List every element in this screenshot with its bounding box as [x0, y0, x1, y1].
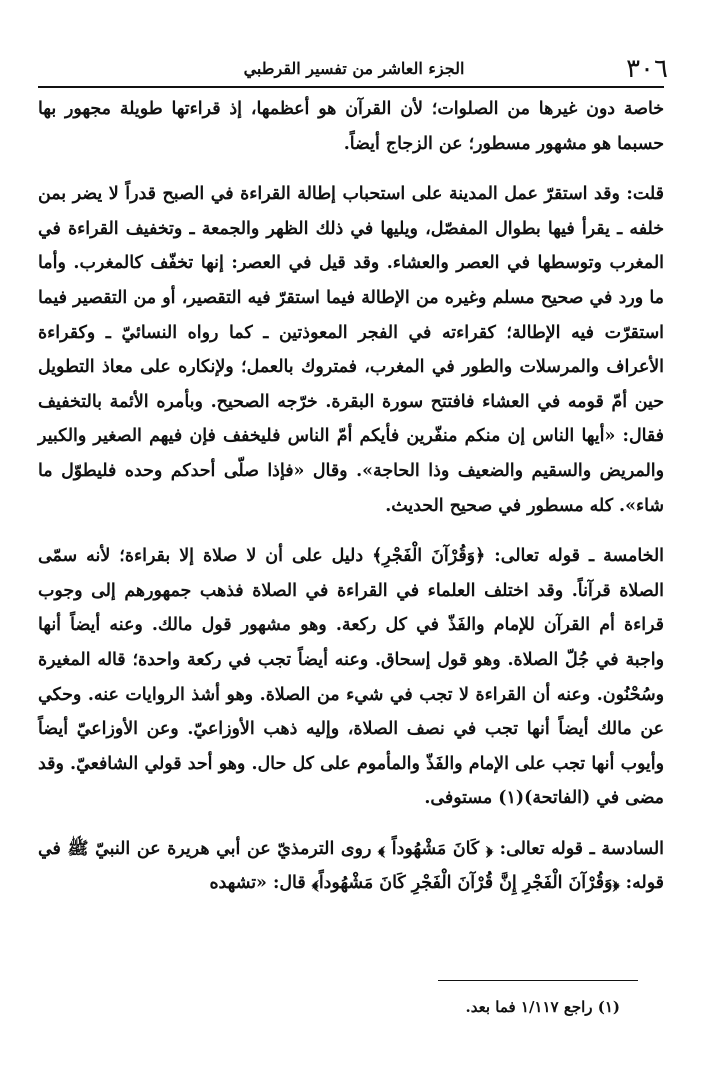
- page-number: ٣٠٦: [626, 54, 668, 84]
- page-header: [40, 52, 668, 86]
- paragraph-4: السادسة ـ قوله تعالى: ﴿ كَانَ مَشْهُوداً ﴾ روى الترمذيّ عن أبي هريرة عن النبيّ ﷺ في قوله: ﴿وَقُرْآنَ الْفَجْرِ إِنَّ قُرْآنَ الْفَجْرِ كَانَ مَشْهُوداً﴾ قال: «تشهده: [38, 838, 664, 894]
- footnote-rule: [438, 980, 638, 981]
- paragraph-3: الخامسة ـ قوله تعالى: ﴿وَقُرْآنَ الْفَجْرِ﴾ دليل على أن لا صلاة إلا بقراءة؛ لأنه سمّى الصلاة قرآناً. وقد اختلف العلماء في القراءة في الصلاة فذهب جمهورهم إلى وجوب قراءة أم القرآن للإمام والفَذّ في كل ركعة. وهو مشهور قول مالك. وعنه أيضاً أنها واجبة في جُلّ الصلاة. وهو قول إسحاق. وعنه أيضاً تجب في ركعة واحدة؛ قاله المغيرة وسُحْنُون. وعنه أن القراءة لا تجب في شيء من الصلاة. وهو أشذ الروايات عنه. وحكي عن مالك أيضاً أنها تجب في نصف الصلاة، وإليه ذهب الأوزاعيّ. وعن الأوزاعيّ أيضاً وأيوب أنها تجب على الإمام والفَذّ والمأموم على كل حال. وهو أحد قولي الشافعيّ. وقد مضى في (الفاتحة)(١) مستوفى.: [38, 546, 664, 809]
- paragraph-2: قلت: وقد استقرّ عمل المدينة على استحباب إطالة القراءة في الصبح قدراً لا يضر بمن خلفه ـ يقرأ فيها بطوال المفصّل، ويليها في ذلك الظهر والجمعة ـ وتخفيف القراءة في المغرب وتوسطها في العصر والعشاء. وقد قيل في العصر: إنها تخفّف كالمغرب. وأما ما ورد في صحيح مسلم وغيره من الإطالة فيما استقرّ فيه التقصير، أو من التقصير فيما استقرّت فيه الإطالة؛ كقراءته في الفجر المعوذتين ـ كما رواه النسائيّ ـ وكقراءة الأعراف والمرسلات والطور في المغرب، فمتروك بالعمل؛ ولإنكاره على معاذ التطويل حين أمّ قومه في العشاء فافتتح سورة البقرة. خرّجه الصحيح. وبأمره الأئمة بالتخفيف فقال: «أيها الناس إن منكم منفّرين فأيكم أمّ الناس فليخفف فإن فيهم الصغير والكبير والمريض والسقيم والضعيف وذا الحاجة». وقال «فإذا صلّى أحدكم وحده فليطوّل ما شاء». كله مسطور في صحيح الحديث.: [38, 184, 664, 516]
- paragraph-1: خاصة دون غيرها من الصلوات؛ لأن القرآن هو أعظمها، إذ قراءتها طويلة مجهور بها حسبما هو مشهور مسطور؛ عن الزجاج أيضاً.: [38, 99, 664, 154]
- running-head: الجزء العاشر من تفسير القرطبي: [243, 59, 465, 78]
- main-text: [38, 92, 664, 901]
- header-rule: [38, 86, 664, 88]
- footnote: (١) راجع ١/١١٧ فما بعد.: [465, 998, 620, 1016]
